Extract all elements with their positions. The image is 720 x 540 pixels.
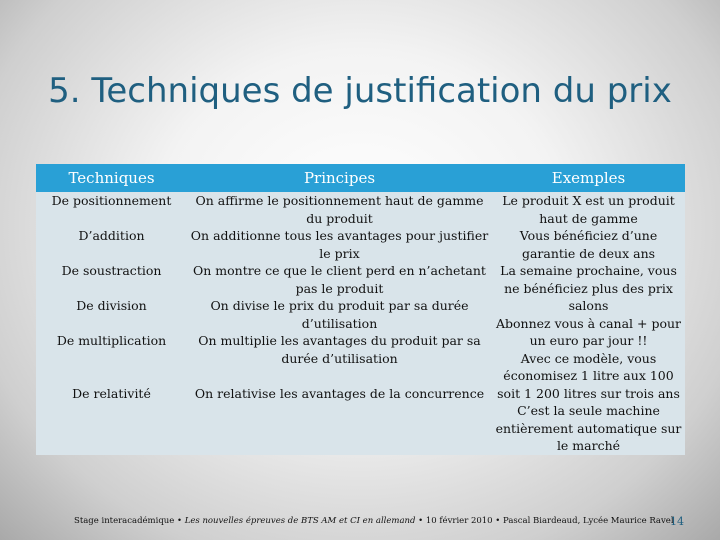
technique-label: De relativité	[72, 386, 151, 401]
technique-label: De multiplication	[56, 333, 167, 348]
principe-text: On relativise les avantages de la concurrence	[194, 386, 485, 401]
footer-text-end: • 10 février 2010 • Pascal Biardeaud, Lycée Maurice Ravel	[415, 516, 674, 526]
principe-cell	[187, 192, 492, 455]
technique-label: D’addition	[78, 228, 145, 243]
principe-text: On additionne tous les avantages pour justifier le prix	[190, 228, 489, 261]
exemple-text: Avec ce modèle, vous économisez 1 litre aux 100 soit 1 200 litres sur trois ans	[497, 350, 680, 401]
exemple-text: Abonnez vous à canal + pour un euro par jour !!	[496, 315, 681, 348]
technique-label: De division	[76, 298, 147, 313]
technique-label: De positionnement	[51, 193, 172, 208]
principe-text: On affirme le positionnement haut de gamme du produit	[195, 193, 484, 226]
page-number: 14	[670, 515, 684, 528]
footer-text-italic: Les nouvelles épreuves de BTS AM et CI en allemand	[184, 516, 416, 526]
table-header-row	[36, 164, 685, 192]
exemple-text: C’est la seule machine entièrement automatique sur le marché	[495, 403, 682, 453]
footer-text-start: Stage interacadémique •	[74, 516, 185, 526]
techniques-table	[36, 164, 685, 455]
exemple-text: Le produit X est un produit haut de gamme	[502, 193, 675, 226]
exemple-text: La semaine prochaine, vous ne bénéficiez plus des prix salons	[500, 263, 677, 313]
header-techniques: Techniques	[36, 164, 187, 192]
technique-label: De soustraction	[61, 263, 162, 278]
principe-text: On montre ce que le client perd en n’achetant pas le produit	[193, 263, 486, 296]
table-row	[36, 192, 685, 455]
principe-text: On multiplie les avantages du produit par sa durée d’utilisation	[198, 333, 481, 366]
header-exemples: Exemples	[492, 164, 685, 192]
exemple-text: Vous bénéficiez d’une garantie de deux ans	[519, 228, 658, 261]
header-principes: Principes	[187, 164, 492, 192]
principe-text: On divise le prix du produit par sa durée d’utilisation	[210, 298, 469, 331]
slide-title: 5. Techniques de justification du prix	[48, 71, 672, 111]
technique-cell	[36, 192, 187, 455]
exemple-cell	[492, 192, 685, 455]
slide-footer	[74, 516, 674, 526]
